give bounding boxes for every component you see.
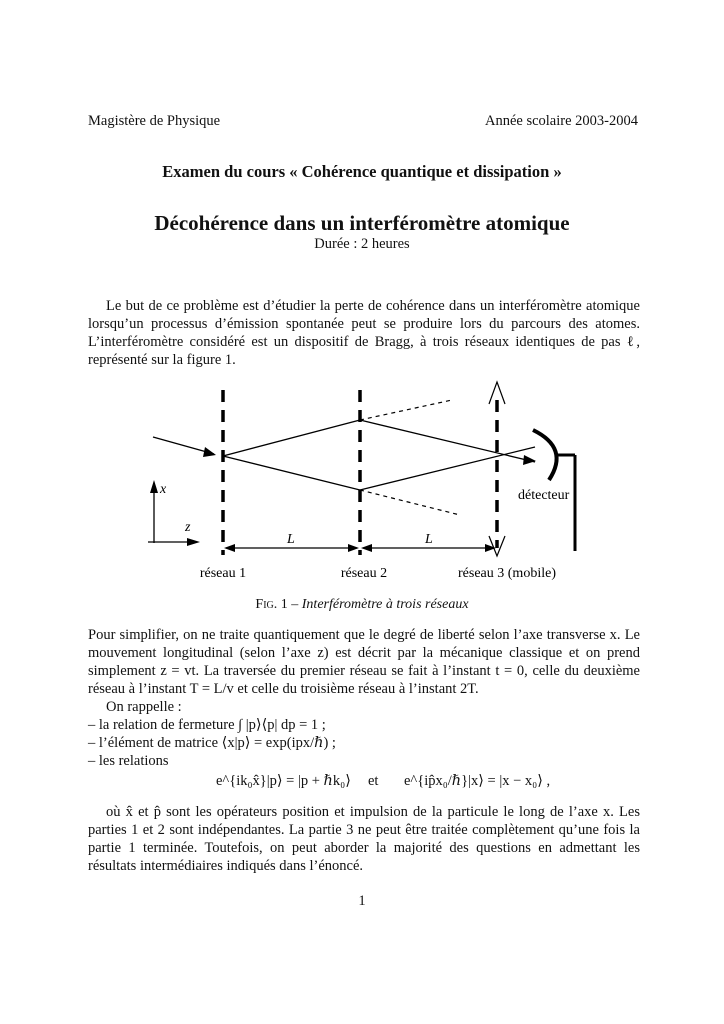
body-paragraph: Pour simplifier, on ne traite quantiquement que le degré de liberté selon l’axe transverse x. Le mouvement longitudinal (selon l’axe z) est décrit par la mécanique classique et on prend simplement z = vt. La traversée du premier réseau se fait à l’instant t = 0, celle du deuxième réseau à l’instant T = L/v et celle du troisième réseau à l’instant 2T. — [88, 627, 640, 697]
z-axis-arrow-icon — [187, 538, 200, 546]
intro-paragraph: Le but de ce problème est d’étudier la perte de cohérence dans un interféromètre atomique lorsqu’un processus d’émission spontanée peut se produire lors du parcours des atomes. L’interféromètre considéré est un dispositif de Bragg, à trois réseaux identiques de pas ℓ, représenté sur la figure 1. — [88, 298, 640, 368]
distance-1-left-head — [224, 544, 235, 552]
closing-paragraph: où x̂ et p̂ sont les opérateurs position et impulsion de la particule le long de l’axe x. Les parties 1 et 2 sont indépendantes. La partie 3 ne peut être traitée complètement qu’une fois la partie 1 terminée. Toutefois, on peut aborder la majorité des questions en admettant les résultats intermédiaires indiqués dans l’énoncé. — [88, 804, 640, 874]
list-item-1: – la relation de fermeture ∫ |p⟩⟨p| dp = 1 ; — [88, 717, 326, 733]
lost-beam-upper — [360, 400, 452, 420]
distance-1-label: L — [287, 532, 295, 547]
distance-2-left-head — [361, 544, 372, 552]
detector-icon — [533, 430, 557, 480]
caption-text: Interféromètre à trois réseaux — [301, 597, 469, 612]
distance-1-right-head — [348, 544, 359, 552]
distance-2-label: L — [425, 532, 433, 547]
equation-and: et — [368, 773, 379, 789]
header-right: Année scolaire 2003-2004 — [484, 113, 638, 129]
equation-right: e^{ip̂x₀/ℏ}|x⟩ = |x − x₀⟩ , — [404, 773, 551, 789]
lower-path-2 — [360, 447, 535, 490]
upper-path-2 — [360, 420, 535, 462]
axis-z-label: z — [185, 520, 191, 535]
exam-title: Examen du cours « Cohérence quantique et dissipation » — [162, 162, 562, 181]
x-axis-arrow-icon — [150, 480, 158, 493]
grating-2-label: réseau 2 — [340, 566, 388, 581]
lost-beam-lower — [360, 490, 460, 515]
interferometer-figure — [140, 378, 590, 583]
main-title: Décohérence dans un interféromètre atomique — [154, 211, 570, 235]
recall-line: On rappelle : — [106, 699, 182, 715]
page-number: 1 — [358, 893, 366, 909]
incoming-arrow-icon — [203, 447, 216, 457]
detector-label: détecteur — [518, 488, 570, 503]
upper-path-1 — [223, 420, 360, 456]
grating-1-label: réseau 1 — [199, 566, 247, 581]
header-left: Magistère de Physique — [88, 113, 221, 129]
equation-left: e^{ik₀x̂}|p⟩ = |p + ℏk₀⟩ — [216, 773, 351, 789]
list-item-3: – les relations — [88, 753, 169, 769]
beam-arrow-icon — [523, 455, 536, 465]
axis-x-label: x — [160, 482, 167, 497]
duration: Durée : 2 heures — [314, 236, 410, 252]
lower-path-1 — [223, 456, 360, 490]
list-item-2: – l’élément de matrice ⟨x|p⟩ = exp(ipx/ℏ) ; — [88, 735, 336, 751]
grating-3-label: réseau 3 (mobile) — [458, 566, 556, 581]
figure-caption — [0, 597, 724, 613]
caption-prefix: Fig. 1 – — [255, 597, 299, 612]
